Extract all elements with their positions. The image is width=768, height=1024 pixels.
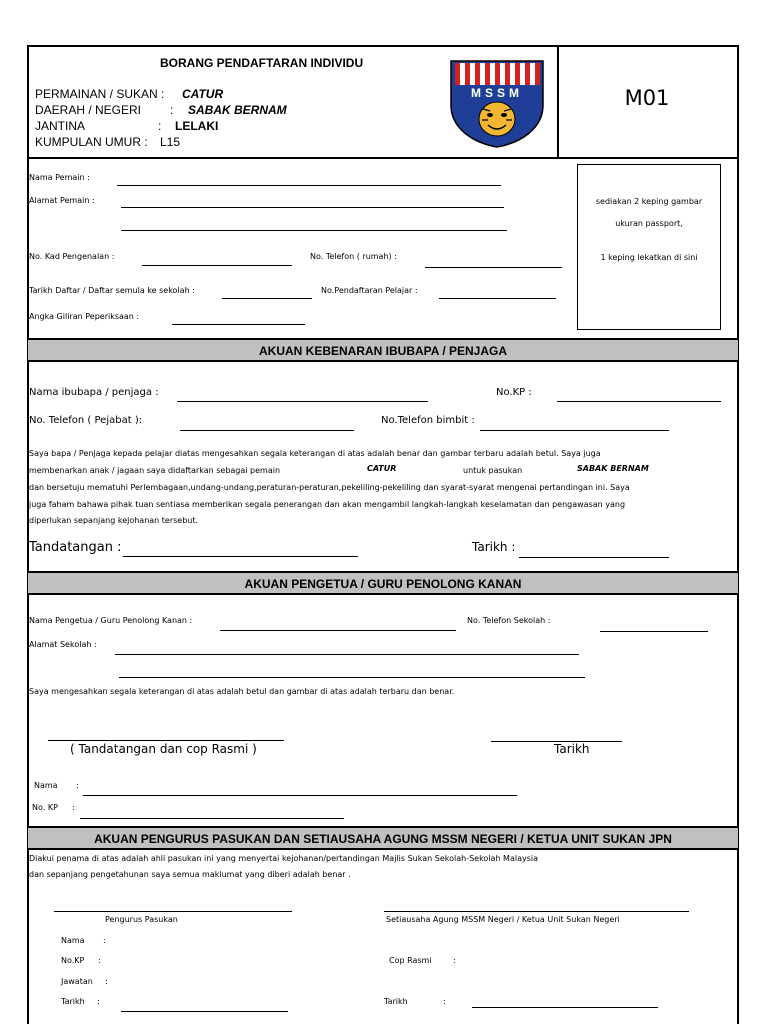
district-label: DAERAH / NEGERI — [35, 103, 142, 117]
secretary-tarikh-colon: : — [443, 997, 446, 1006]
player-address-field-1[interactable] — [121, 207, 504, 208]
gender-value: LELAKI — [175, 119, 219, 133]
exam-number-label: Angka Giliran Peperiksaan : — [29, 312, 140, 321]
principal-nama-field[interactable] — [83, 795, 517, 796]
student-number-label: No.Pendaftaran Pelajar : — [321, 286, 418, 295]
school-address-label: Alamat Sekolah : — [29, 640, 97, 649]
secretary-tarikh-label: Tarikh — [384, 997, 408, 1006]
principal-kp-field[interactable] — [80, 818, 344, 819]
principal-name-field[interactable] — [220, 630, 456, 631]
manager-section-band — [28, 826, 738, 850]
parent-date-label: Tarikh : — [472, 540, 516, 554]
player-name-field[interactable] — [117, 185, 501, 186]
gender-label: JANTINA — [35, 119, 86, 133]
consent-team-value: SABAK BERNAM — [577, 464, 649, 473]
form-title: BORANG PENDAFTARAN INDIVIDU — [160, 56, 364, 70]
frame-right-border — [737, 45, 739, 1024]
sport-value: CATUR — [182, 87, 224, 101]
parent-date-field[interactable] — [519, 557, 669, 558]
office-phone-label: No. Telefon ( Pejabat ): — [29, 415, 143, 426]
parent-signature-field[interactable] — [123, 556, 358, 557]
home-phone-field[interactable] — [425, 267, 562, 268]
form-code: M01 — [624, 86, 670, 110]
principal-nama-colon: : — [76, 781, 79, 790]
parent-signature-label: Tandatangan : — [29, 540, 122, 555]
logo-lettering: MSSM — [471, 86, 523, 100]
principal-kp-colon: : — [72, 803, 75, 812]
school-phone-label: No. Telefon Sekolah : — [467, 616, 551, 625]
parent-name-field[interactable] — [177, 401, 428, 402]
home-phone-label: No. Telefon ( rumah) : — [310, 252, 397, 261]
photo-note-line-3: 1 keping lekatkan di sini — [600, 253, 698, 262]
consent-text-line-2b: untuk pasukan — [463, 466, 523, 475]
consent-text-line-5: diperlukan sepanjang kejohanan tersebut. — [29, 516, 199, 525]
ic-number-label: No. Kad Pengenalan : — [29, 252, 115, 261]
manager-kp-colon: : — [98, 956, 101, 965]
principal-section-title: AKUAN PENGETUA / GURU PENOLONG KANAN — [244, 577, 522, 591]
manager-jawatan-label: Jawatan — [61, 977, 93, 986]
manager-date-field[interactable] — [121, 1011, 288, 1012]
consent-text-line-3: dan bersetuju mematuhi Perlembagaan,undang-undang,peraturan-peraturan,pekeliling-pekeliling dan syarat-syarat mengenai pertandingan ini. Saya — [29, 483, 630, 492]
principal-signature-label: ( Tandatangan dan cop Rasmi ) — [70, 742, 257, 756]
frame-top-border — [27, 45, 739, 47]
consent-sport-value: CATUR — [367, 464, 397, 473]
district-separator: : — [170, 103, 174, 117]
manager-text-line-2: dan sepanjang pengetahunan saya semua maklumat yang diberi adalah benar . — [29, 870, 351, 879]
parent-section-title: AKUAN KEBENARAN IBUBAPA / PENJAGA — [258, 344, 507, 358]
mobile-phone-label: No.Telefon bimbit : — [381, 415, 475, 426]
player-address-field-2[interactable] — [121, 230, 507, 231]
exam-number-field[interactable] — [172, 324, 305, 325]
manager-signature-field[interactable] — [54, 911, 292, 912]
principal-date-label: Tarikh — [554, 742, 590, 756]
principal-signature-field[interactable] — [48, 740, 284, 741]
header-bottom-border — [27, 157, 739, 159]
age-group-label: KUMPULAN UMUR : — [35, 135, 148, 149]
photo-note-line-1: sediakan 2 keping gambar — [595, 197, 703, 206]
player-name-label: Nama Pemain : — [29, 173, 90, 182]
manager-tarikh-label: Tarikh — [61, 997, 85, 1006]
parent-kp-field[interactable] — [557, 401, 721, 402]
manager-tarikh-colon: : — [97, 997, 100, 1006]
photo-note-line-2: ukuran passport, — [615, 219, 683, 228]
age-group-value: L15 — [160, 135, 181, 149]
registration-date-field[interactable] — [222, 298, 312, 299]
consent-text-line-2a: membenarkan anak / jagaan saya didaftarkan sebagai pemain — [29, 466, 281, 475]
manager-nama-label: Nama — [61, 936, 85, 945]
principal-name-label: Nama Pengetua / Guru Penolong Kanan : — [29, 616, 193, 625]
school-phone-field[interactable] — [600, 631, 708, 632]
player-address-label: Alamat Pemain : — [29, 196, 95, 205]
manager-text-line-1: Diakui penama di atas adalah ahli pasukan ini yang menyertai kejohanan/pertandingan Majlis Sukan Sekolah-Sekolah Malaysia — [29, 854, 539, 863]
secretary-title-label: Setiausaha Agung MSSM Negeri / Ketua Unit Sukan Negeri — [386, 915, 620, 924]
gender-separator: : — [158, 119, 162, 133]
mobile-phone-field[interactable] — [480, 430, 669, 431]
manager-kp-label: No.KP — [61, 956, 85, 965]
manager-section-title: AKUAN PENGURUS PASUKAN DAN SETIAUSAHA AGUNG MSSM NEGERI / KETUA UNIT SUKAN JPN — [94, 832, 672, 846]
registration-date-label: Tarikh Daftar / Daftar semula ke sekolah : — [29, 286, 195, 295]
principal-section-band — [28, 571, 738, 595]
principal-kp-label: No. KP — [32, 803, 58, 812]
district-value: SABAK BERNAM — [188, 103, 287, 117]
ic-number-field[interactable] — [142, 265, 292, 266]
parent-name-label: Nama ibubapa / penjaga : — [29, 387, 159, 398]
parent-kp-label: No.KP : — [496, 387, 532, 398]
school-address-field-2[interactable] — [119, 677, 585, 678]
office-phone-field[interactable] — [180, 430, 354, 431]
manager-nama-colon: : — [103, 936, 106, 945]
manager-title-label: Pengurus Pasukan — [105, 915, 178, 924]
official-stamp-label: Cop Rasmi — [389, 956, 432, 965]
consent-text-line-4: juga faham bahawa pihak tuan sentiasa memberikan segala penerangan dan akan mengambil langkah-langkah keselamatan dan pengawasan yang — [29, 500, 626, 509]
student-number-field[interactable] — [439, 298, 556, 299]
consent-text-line-1: Saya bapa / Penjaga kepada pelajar diatas mengesahkan segala keterangan di atas adalah benar dan gambar terbaru adalah betul. Saya juga — [29, 449, 601, 458]
mssm-logo — [448, 57, 546, 149]
official-stamp-colon: : — [453, 956, 456, 965]
passport-photo-box[interactable] — [577, 164, 721, 330]
secretary-signature-field[interactable] — [384, 911, 689, 912]
sport-label: PERMAINAN / SUKAN : — [35, 87, 165, 101]
parent-section-band — [28, 338, 738, 362]
manager-jawatan-colon: : — [105, 977, 108, 986]
principal-confirm-text: Saya mengesahkan segala keterangan di atas adalah betul dan gambar di atas adalah terbaru dan benar. — [29, 687, 455, 696]
principal-nama-label: Nama — [34, 781, 58, 790]
school-address-field-1[interactable] — [115, 654, 579, 655]
secretary-date-field[interactable] — [472, 1007, 658, 1008]
